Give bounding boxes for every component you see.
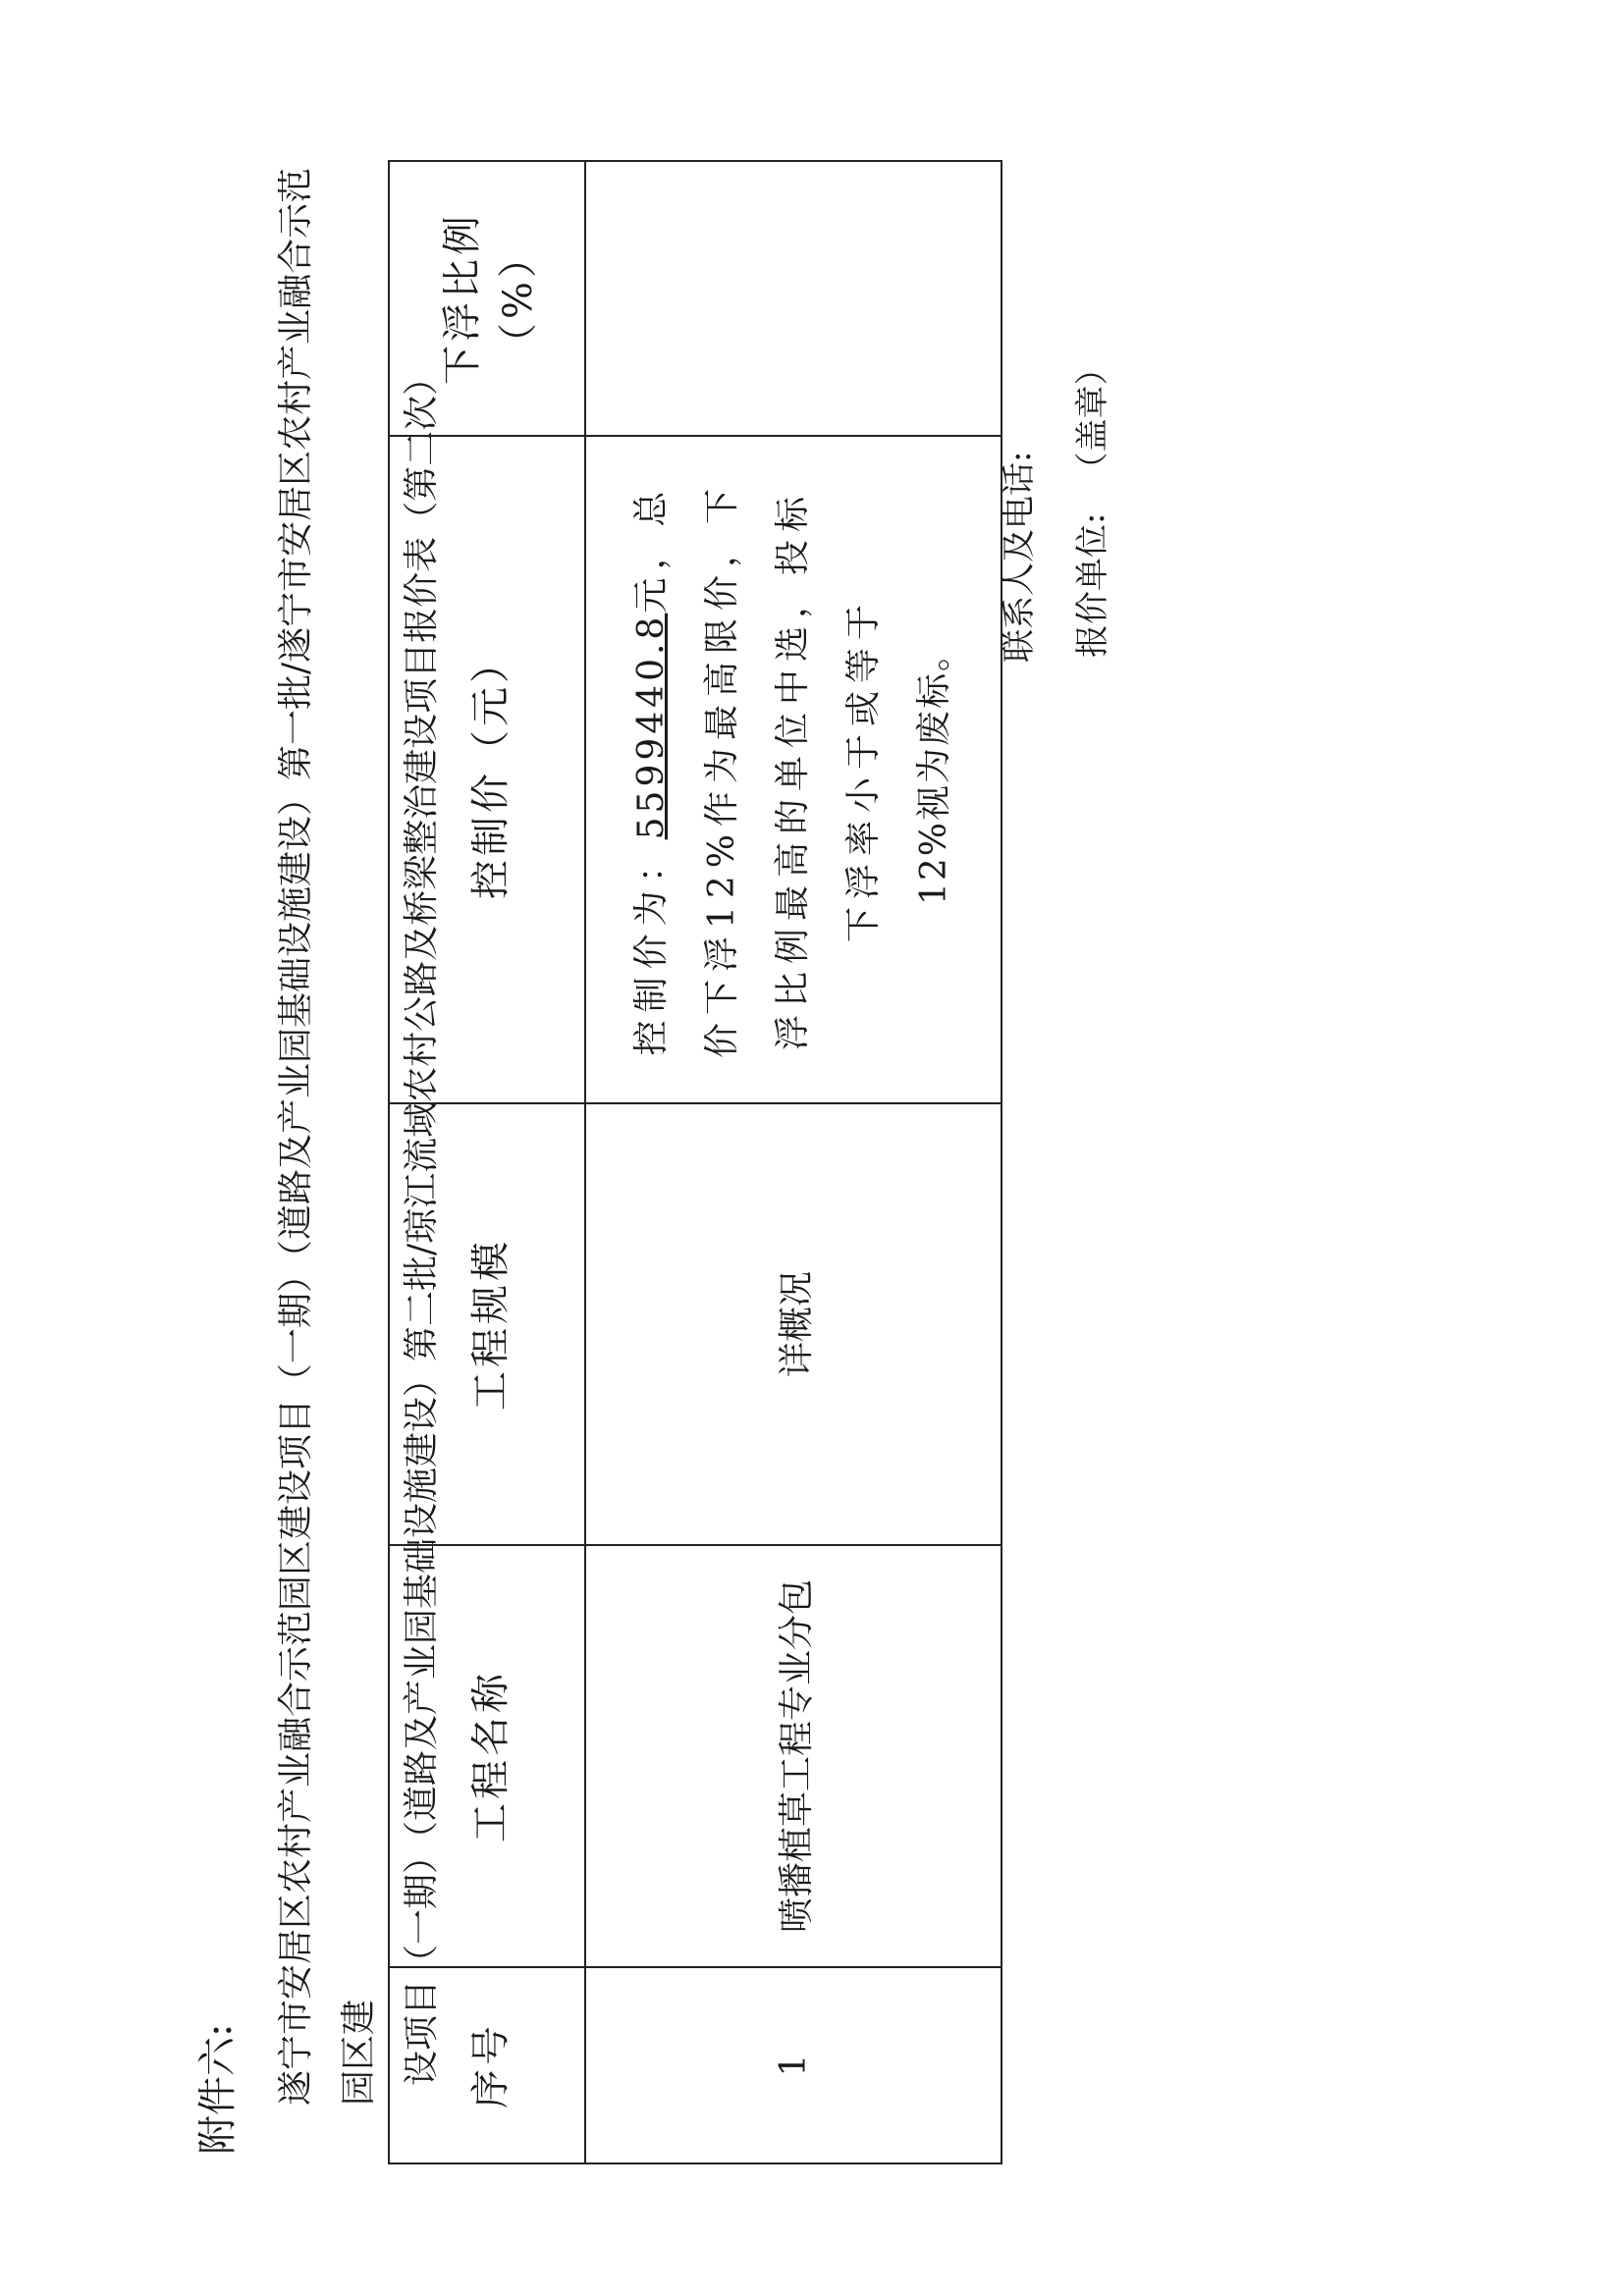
price-amount: 5599440.8 — [631, 613, 672, 840]
header-float-ratio: 下浮比例（%） — [389, 161, 585, 436]
price-rest: 元，总价下浮12%作为最高限价，下浮比例最高的单位中选，投标下浮率小于或等于 — [631, 480, 884, 1059]
table-header-row — [389, 161, 585, 2163]
contact-label: 联系人及电话: — [1000, 451, 1039, 663]
header-control-price: 控制价（元） — [389, 436, 585, 1103]
bidder-line — [1065, 352, 1113, 658]
quotation-table — [388, 160, 1002, 2164]
title-line-2: 设项目（一期）（道路及产业园基础设施建设）第二批/琼江流域农村公路及桥梁整治建设项目报价表（第二次） — [402, 359, 442, 2086]
title-line-1: 遂宁市安居区农村产业融合示范园区建设项目（一期）（道路及产业园基础设施建设）第一批/遂宁市安居区农村产业融合示范园区建 — [276, 167, 379, 2106]
header-project-scale: 工程规模 — [389, 1103, 585, 1545]
rotated-page-content — [157, 64, 1276, 2184]
cell-serial-no: 1 — [585, 1967, 1001, 2163]
cell-project-scale: 详概况 — [585, 1103, 1001, 1545]
cell-project-name: 喷播植草工程专业分包 — [585, 1545, 1001, 1967]
header-project-name: 工程名称 — [389, 1545, 585, 1967]
cell-control-price — [585, 436, 1001, 1103]
seal-note: （盖章） — [1073, 351, 1112, 486]
attachment-label: 附件六: — [195, 2023, 241, 2155]
table-row — [585, 161, 1001, 2163]
cell-float-ratio[interactable] — [585, 161, 1001, 436]
price-prefix: 控制价为： — [631, 839, 672, 1056]
price-last-line: 12%视为废标。 — [914, 633, 954, 906]
bidder-label: 报价单位: — [1073, 512, 1112, 658]
header-serial-no: 序号 — [389, 1967, 585, 2163]
